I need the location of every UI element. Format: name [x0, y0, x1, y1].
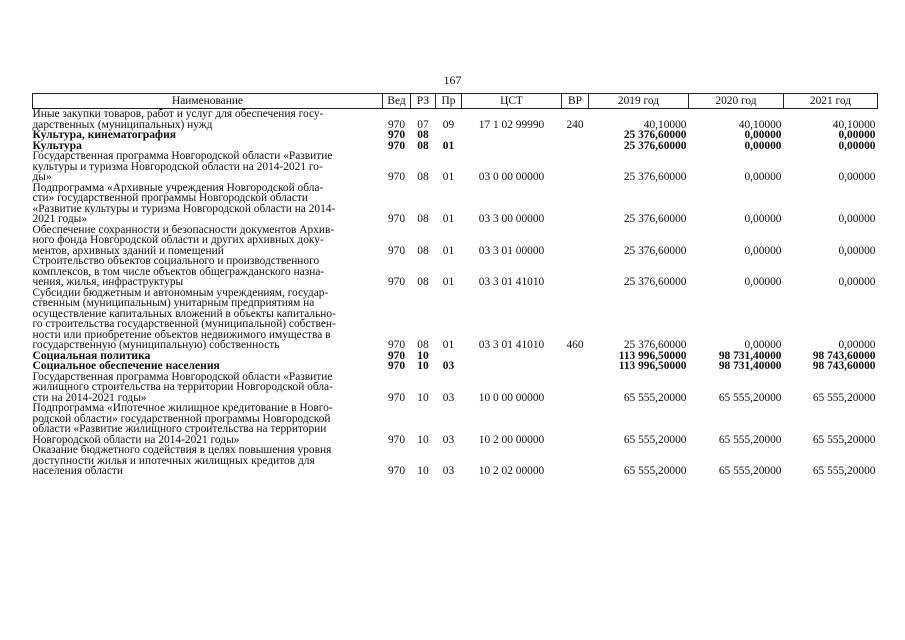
table-row	[33, 109, 878, 131]
row-2020-value: 0,00000	[744, 129, 782, 141]
row-ved: 970	[387, 349, 406, 362]
row-rz: 08	[417, 339, 429, 351]
row-vr: 460	[566, 339, 584, 351]
row-2020-value: 65 555,20000	[718, 391, 782, 404]
table-row	[33, 130, 878, 141]
table-row	[33, 151, 878, 183]
row-2021-value: 65 555,20000	[812, 465, 876, 477]
row-cst	[462, 130, 562, 141]
row-ved: 970	[387, 171, 406, 183]
row-2020-value: 0,00000	[744, 171, 782, 183]
row-2020-value: 98 731,40000	[718, 360, 782, 372]
row-name: Обеспечение сохранности и безопасности документов Архив- ного фонда Новгородской области и других архивных доку- ментов, архивных зданий и помещений	[32, 223, 335, 257]
row-2021-value: 0,00000	[838, 171, 876, 183]
row-name: Социальная политика	[32, 348, 151, 362]
row-cst	[462, 351, 562, 362]
row-name: Культура, кинематография	[32, 128, 177, 141]
row-vr	[562, 151, 589, 183]
row-pr: 01	[442, 276, 455, 288]
row-rz: 10	[417, 349, 429, 362]
row-2019-value: 113 996,50000	[618, 360, 687, 372]
row-2019-value: 113 996,50000	[618, 349, 687, 362]
row-2021-value: 98 743,60000	[812, 349, 876, 362]
header-2019: 2019 год	[589, 94, 689, 109]
row-2019-value: 65 555,20000	[623, 433, 687, 446]
row-cst: 03 0 00 00000	[478, 171, 545, 183]
row-pr: 01	[442, 339, 455, 351]
row-cst: 17 1 02 99990	[478, 118, 545, 131]
row-vr	[562, 445, 589, 477]
header-cst: ЦСТ	[462, 94, 562, 109]
row-pr: 01	[442, 139, 455, 152]
row-cst: 10 2 02 00000	[478, 465, 545, 477]
row-ved: 970	[387, 118, 406, 131]
row-pr: 03	[442, 465, 455, 477]
table-body	[33, 109, 878, 477]
row-vr	[562, 372, 589, 404]
row-vr	[562, 256, 589, 288]
row-2020-value: 0,00000	[744, 139, 782, 152]
row-vr: 240	[566, 118, 584, 131]
row-2020-value: 0,00000	[744, 339, 782, 351]
table-row	[33, 288, 878, 351]
row-vr	[562, 141, 589, 152]
row-pr	[436, 130, 462, 141]
row-2020-value: 40,10000	[738, 118, 782, 131]
row-ved: 970	[387, 129, 406, 141]
row-pr: 01	[442, 213, 455, 225]
row-2021-value: 0,00000	[838, 129, 876, 141]
row-rz: 10	[417, 360, 429, 372]
row-cst: 03 3 01 00000	[478, 244, 545, 257]
header-ved: Вед	[383, 94, 411, 109]
row-name: Культура	[32, 138, 82, 152]
row-cst	[462, 361, 562, 372]
row-vr	[562, 351, 589, 362]
header-2021: 2021 год	[784, 94, 878, 109]
row-pr: 01	[442, 244, 455, 257]
row-2020-value: 98 731,40000	[718, 349, 782, 362]
row-ved: 970	[387, 465, 406, 477]
row-2020-value: 65 555,20000	[718, 433, 782, 446]
row-rz: 08	[417, 171, 429, 183]
row-2020-value: 0,00000	[744, 276, 782, 288]
row-cst: 10 0 00 00000	[478, 391, 545, 404]
row-2019-value: 65 555,20000	[623, 465, 687, 477]
header-name: Наименование	[33, 94, 383, 109]
table-header	[33, 94, 878, 109]
row-2021-value: 0,00000	[838, 213, 876, 225]
row-cst: 03 3 01 41010	[478, 339, 545, 351]
row-ved: 970	[387, 244, 406, 257]
row-vr	[562, 225, 589, 257]
row-2019-value: 25 376,60000	[623, 139, 687, 152]
row-pr: 09	[442, 118, 455, 131]
budget-table	[32, 93, 878, 477]
row-vr	[562, 361, 589, 372]
row-2020-value: 0,00000	[744, 213, 782, 225]
row-rz: 07	[417, 118, 429, 131]
row-name: Оказание бюджетного содействия в целях повышения уровня доступности жилья и ипотечных жилищных кредитов для населения области	[32, 444, 332, 477]
header-rz: РЗ	[411, 94, 436, 109]
table-row	[33, 361, 878, 372]
row-rz: 08	[417, 139, 429, 152]
row-cst: 03 3 01 41010	[478, 276, 545, 288]
row-rz: 10	[417, 433, 429, 446]
table-row	[33, 403, 878, 445]
row-2021-value: 0,00000	[838, 276, 876, 288]
row-vr	[562, 183, 589, 225]
row-rz: 08	[417, 244, 429, 257]
row-2019-value: 65 555,20000	[623, 391, 687, 404]
row-2019-value: 25 376,60000	[623, 339, 687, 351]
row-pr: 03	[442, 360, 455, 372]
table-row	[33, 256, 878, 288]
row-2019-value: 25 376,60000	[623, 129, 687, 141]
row-2021-value: 0,00000	[838, 139, 876, 152]
row-vr	[562, 130, 589, 141]
row-name: Государственная программа Новгородской области «Развитие жилищного строительства на территории Новгородской обла- сти на 2014-2021 годы»	[32, 370, 333, 404]
header-pr: Пр	[436, 94, 462, 109]
header-vr: ВР	[562, 94, 589, 109]
row-cst: 10 2 00 00000	[478, 433, 545, 446]
row-2019-value: 40,10000	[643, 118, 687, 131]
row-rz: 08	[417, 213, 429, 225]
row-name: Строительство объектов социального и производственного комплексов, в том числе объектов общегражданского назна- чения, жилья, инфраструктуры	[32, 255, 325, 288]
row-pr: 03	[442, 391, 455, 404]
row-2021-value: 0,00000	[838, 244, 876, 257]
row-2019-value: 25 376,60000	[623, 276, 687, 288]
row-2020-value: 65 555,20000	[718, 465, 782, 477]
row-2019-value: 25 376,60000	[623, 171, 687, 183]
row-rz: 10	[417, 465, 429, 477]
row-ved: 970	[387, 433, 406, 446]
row-ved: 970	[387, 360, 406, 372]
row-2021-value: 0,00000	[838, 339, 876, 351]
row-ved: 970	[387, 339, 406, 351]
row-name: Подпрограмма «Ипотечное жилищное кредитование в Новго- родской области» государственной программы Новгородской области «Развитие жилищного строительства на территории Новгородской области на 2014-2021 годы»	[32, 402, 333, 446]
row-2021-value: 65 555,20000	[812, 433, 876, 446]
row-ved: 970	[387, 276, 406, 288]
row-rz: 08	[417, 129, 429, 141]
row-pr: 01	[442, 171, 455, 183]
row-rz: 08	[417, 276, 429, 288]
row-name: Субсидии бюджетным и автономным учреждениям, государ- ственным (муниципальным) унитарным предприятиям на осуществление капитальных вложений в объекты капитально- го строительства государственной (муниципальной) собствен- ности или приобретение объектов недвижимого имущества в государственную (муниципальную) собственность	[32, 286, 336, 351]
row-2019-value: 25 376,60000	[623, 213, 687, 225]
row-cst	[462, 141, 562, 152]
row-2019-value: 25 376,60000	[623, 244, 687, 257]
row-2021-value: 40,10000	[832, 118, 876, 131]
row-name: Подпрограмма «Архивные учреждения Новгородской обла- сти» государственной программы Новгородской области «Развитие культуры и туризма Новгородской области на 2014- 2021 годы»	[32, 181, 336, 225]
row-rz: 10	[417, 391, 429, 404]
row-name: Государственная программа Новгородской области «Развитие культуры и туризма Новгородской области на 2014-2021 го- ды»	[32, 150, 333, 183]
row-2021-value: 65 555,20000	[812, 391, 876, 404]
row-name: Иные закупки товаров, работ и услуг для обеспечения госу- дарственных (муниципальных) нужд	[32, 108, 324, 131]
row-ved: 970	[387, 391, 406, 404]
row-2021-value: 98 743,60000	[812, 360, 876, 372]
row-ved: 970	[387, 213, 406, 225]
row-2020-value: 0,00000	[744, 244, 782, 257]
table-row	[33, 183, 878, 225]
row-vr	[562, 403, 589, 445]
row-name: Социальное обеспечение населения	[32, 359, 220, 372]
table-row	[33, 225, 878, 257]
table-row	[33, 372, 878, 404]
row-cst: 03 3 00 00000	[478, 213, 545, 225]
row-ved: 970	[387, 139, 406, 152]
table-row	[33, 445, 878, 477]
row-pr: 03	[442, 433, 455, 446]
header-2020: 2020 год	[689, 94, 784, 109]
page-number: 167	[443, 73, 462, 87]
